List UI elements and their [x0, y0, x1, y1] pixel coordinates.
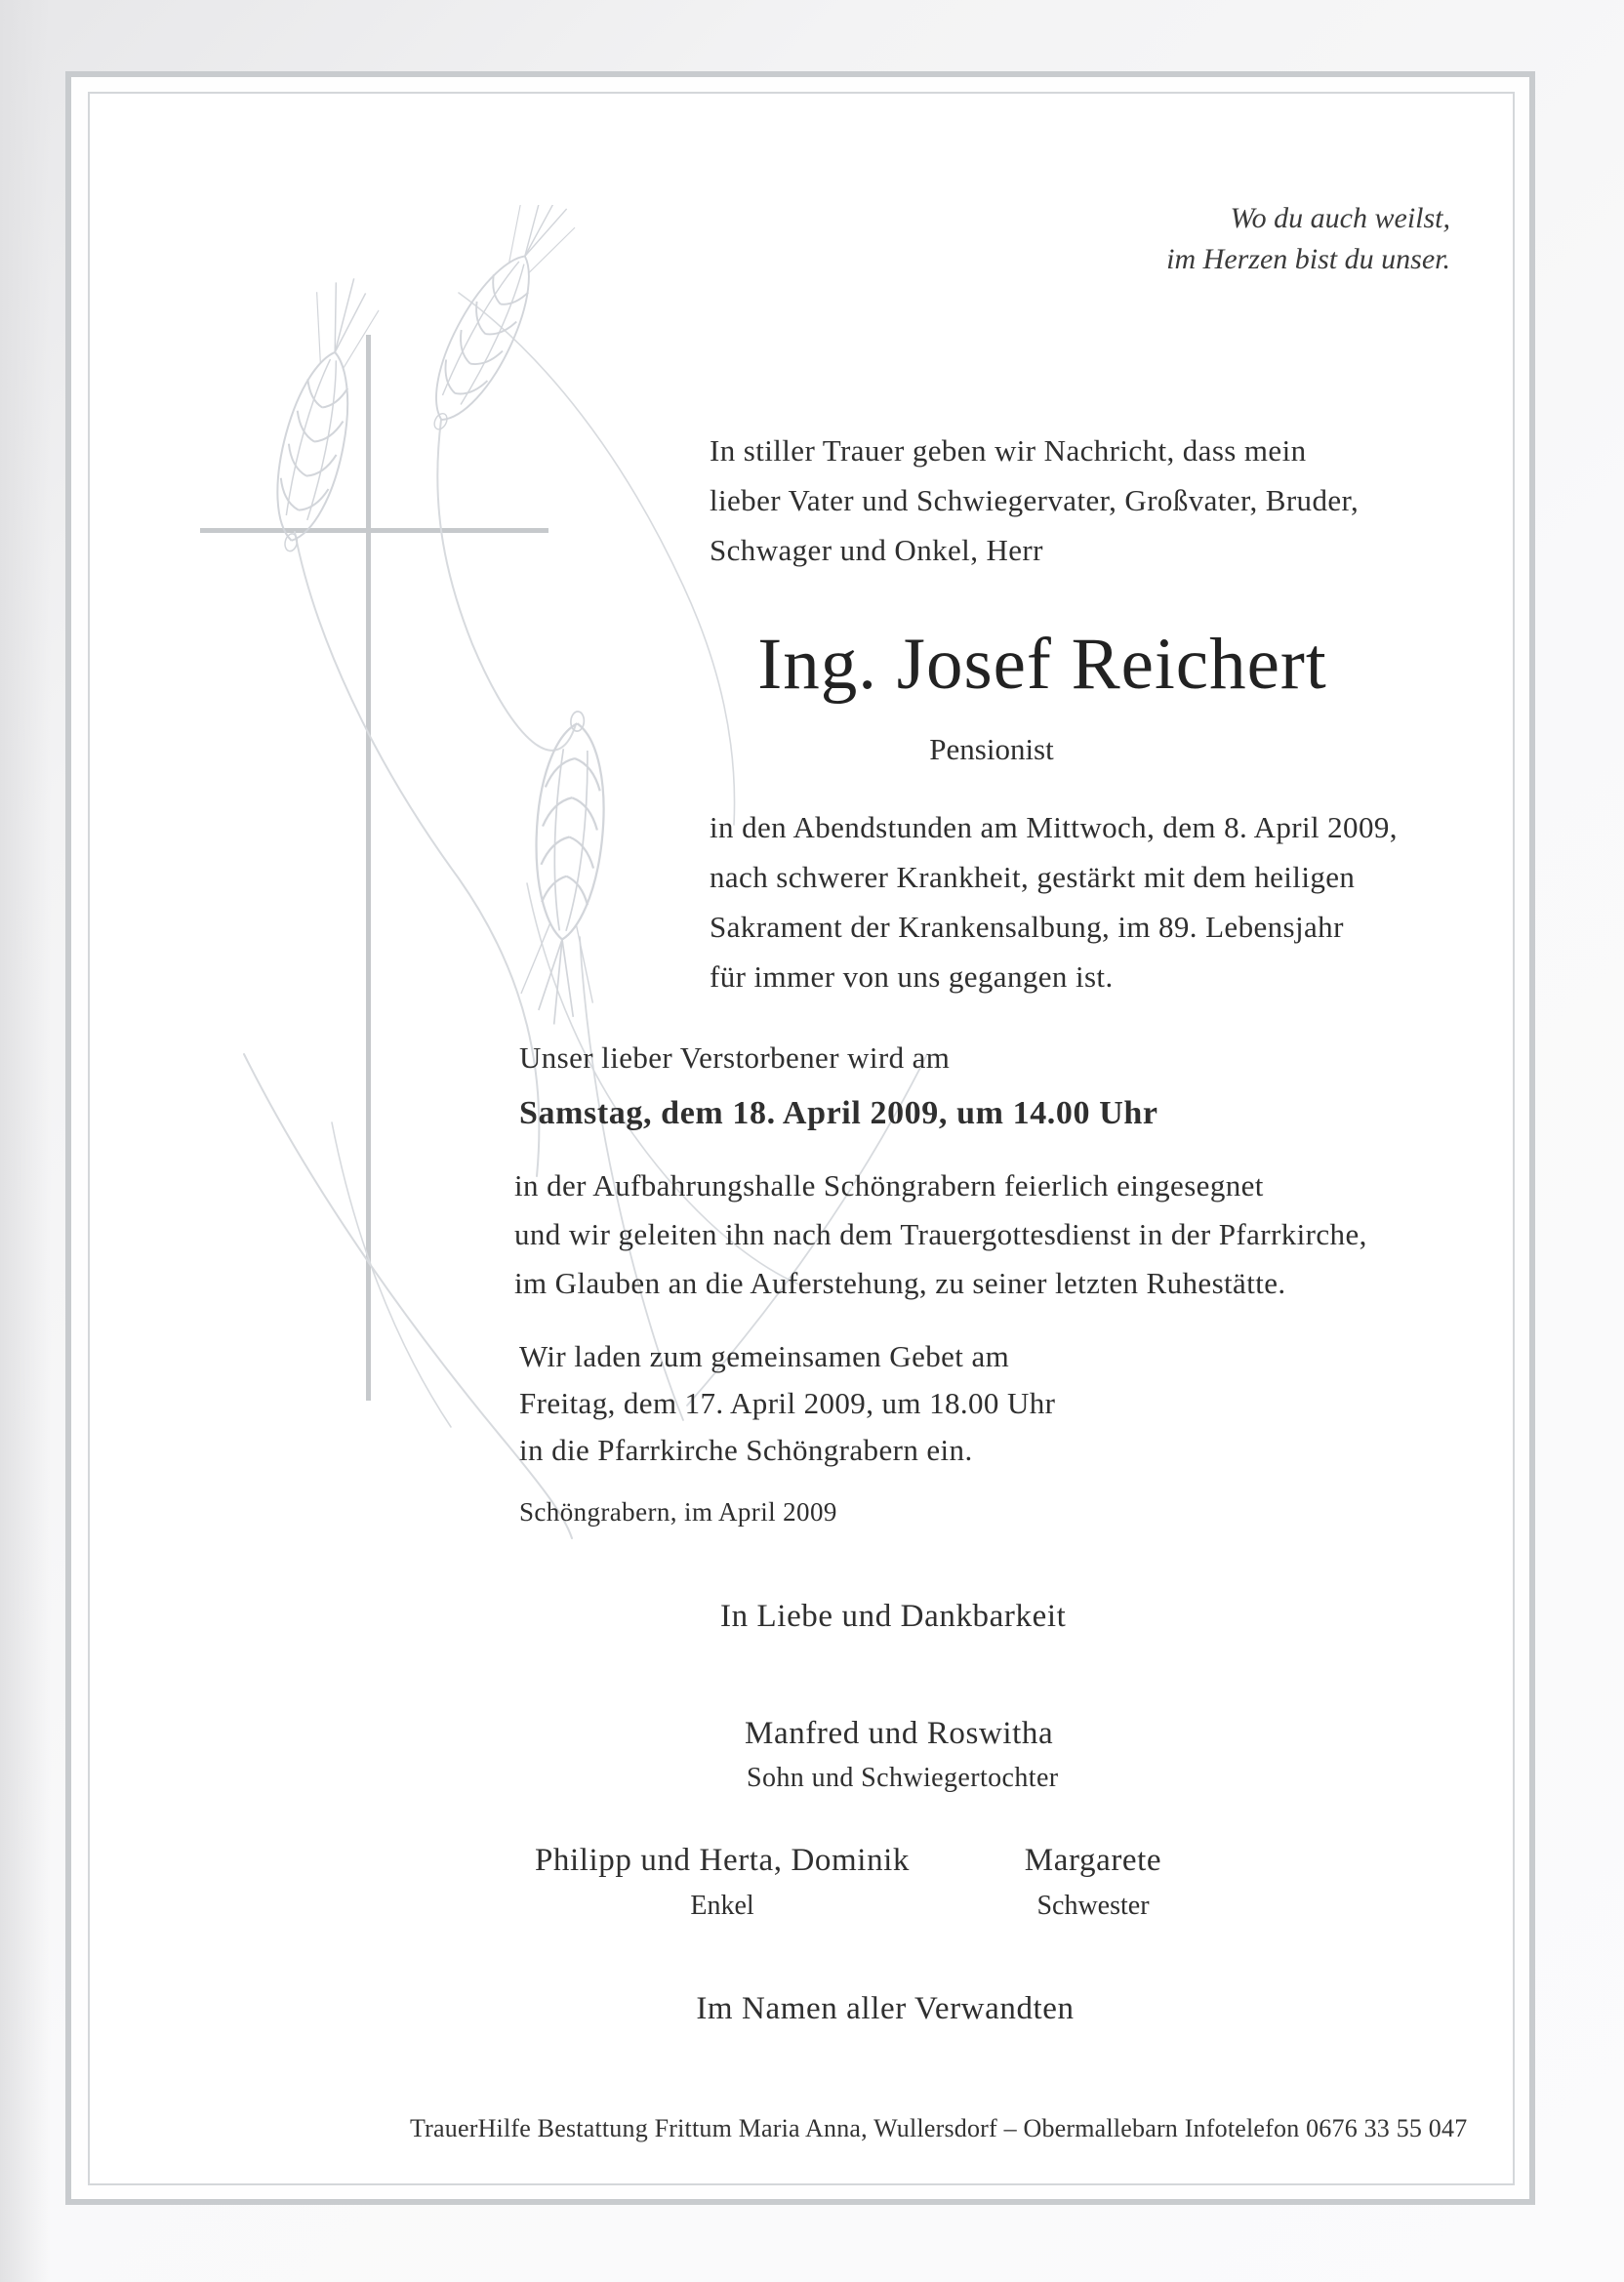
passing-paragraph	[710, 802, 1398, 1001]
mourner-relation: Enkel	[690, 1891, 754, 1921]
farewell-intro: Unser lieber Verstorbener wird am	[519, 1040, 951, 1075]
farewell-details	[514, 1161, 1367, 1308]
deceased-name: Ing. Josef Reichert	[757, 624, 1327, 705]
farewell-date: Samstag, dem 18. April 2009, um 14.00 Uhr	[519, 1095, 1158, 1131]
closing-phrase: In Liebe und Dankbarkeit	[720, 1599, 1067, 1634]
intro-line: Schwager und Onkel, Herr	[710, 533, 1043, 567]
quote-line: im Herzen bist du unser.	[1166, 243, 1450, 275]
passing-line: für immer von uns gegangen ist.	[710, 959, 1114, 994]
place-and-date: Schöngrabern, im April 2009	[519, 1497, 837, 1527]
deceased-honorific: Pensionist	[929, 732, 1054, 766]
passing-line: Sakrament der Krankensalbung, im 89. Lebensjahr	[710, 910, 1344, 944]
mourner-names: Manfred und Roswitha	[745, 1716, 1054, 1751]
prayer-invitation	[519, 1333, 1055, 1474]
mourner-column-right	[942, 1843, 1244, 1922]
prayer-line: Wir laden zum gemeinsamen Gebet am	[519, 1339, 1010, 1373]
on-behalf-line: Im Namen aller Verwandten	[696, 1991, 1075, 2026]
passing-line: nach schwerer Krankheit, gestärkt mit dem heiligen	[710, 860, 1356, 894]
mourner-relation: Schwester	[1036, 1891, 1150, 1921]
prayer-line: Freitag, dem 17. April 2009, um 18.00 Uhr	[519, 1386, 1056, 1420]
mourner-names: Philipp und Herta, Dominik	[534, 1843, 911, 1878]
funeral-home-footer: TrauerHilfe Bestattung Frittum Maria Anna, Wullersdorf – Obermallebarn Infotelefon 0676 33 55 047	[410, 2114, 1468, 2142]
cross-icon	[200, 335, 548, 1401]
intro-line: lieber Vater und Schwiegervater, Großvater, Bruder,	[710, 483, 1360, 517]
mourner-names: Margarete	[1024, 1843, 1162, 1878]
mourner-column-left	[522, 1843, 922, 1922]
mourner-relation: Sohn und Schwiegertochter	[747, 1763, 1059, 1793]
passing-line: in den Abendstunden am Mittwoch, dem 8. April 2009,	[710, 810, 1398, 844]
quote-line: Wo du auch weilst,	[1230, 202, 1450, 234]
memorial-quote	[1166, 198, 1450, 280]
scan-edge-shadow	[0, 0, 51, 2282]
announcement-intro	[710, 426, 1359, 575]
farewell-line: in der Aufbahrungshalle Schöngrabern feierlich eingesegnet	[514, 1168, 1264, 1202]
farewell-line: im Glauben an die Auferstehung, zu seiner letzten Ruhestätte.	[514, 1266, 1286, 1300]
prayer-line: in die Pfarrkirche Schöngrabern ein.	[519, 1433, 973, 1467]
farewell-line: und wir geleiten ihn nach dem Trauergottesdienst in der Pfarrkirche,	[514, 1217, 1367, 1251]
intro-line: In stiller Trauer geben wir Nachricht, dass mein	[710, 433, 1307, 468]
